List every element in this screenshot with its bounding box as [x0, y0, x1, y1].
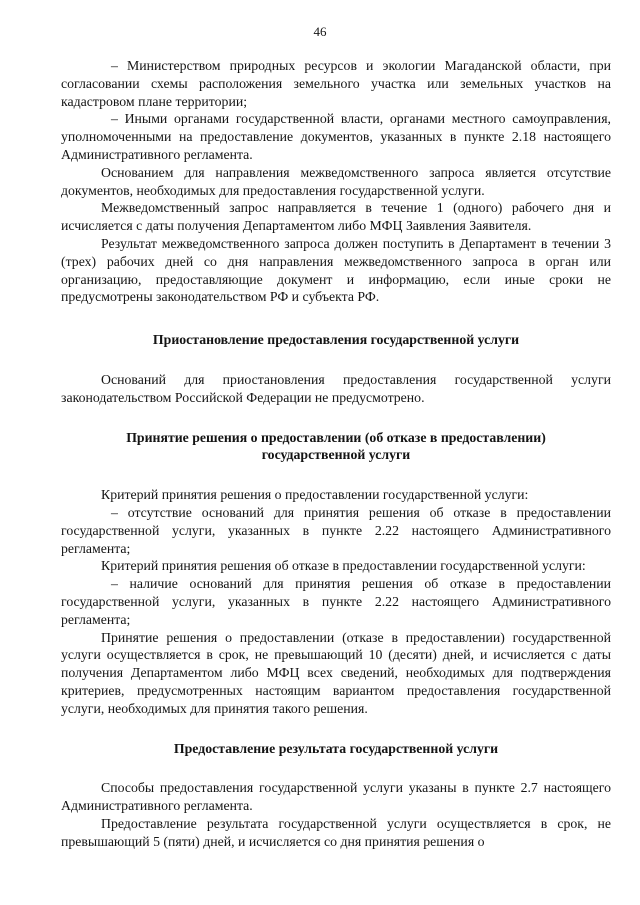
list-item-ministry: – Министерством природных ресурсов и экологии Магаданской области, при согласовании схемы расположения земельного участка или земельных участков на кадастровом плане территории;: [61, 58, 611, 109]
paragraph-suspension: Оснований для приостановления предоставления государственной услуги законодательством Российской Федерации не предусмотрено.: [61, 371, 611, 405]
heading-decision-line2: государственной услуги: [261, 447, 411, 463]
heading-decision: [61, 429, 611, 465]
heading-result: Предоставление результата государственной услуги: [173, 740, 499, 756]
list-item-grounds: – наличие оснований для принятия решения об отказе в предоставлении государственной услуги, указанных в пункте 2.22 настоящего Административного регламента;: [61, 576, 611, 627]
list-item-no-grounds: – отсутствие оснований для принятия решения об отказе в предоставлении государственной услуги, указанных в пункте 2.22 настоящего Административного регламента;: [61, 504, 611, 556]
paragraph-request-basis: Основанием для направления межведомственного запроса является отсутствие документов, необходимых для предоставления государственной услуги.: [61, 164, 611, 198]
paragraph-approval-criterion: Критерий принятия решения о предоставлении государственной услуги:: [101, 487, 529, 503]
paragraph-result-timing: Предоставление результата государственной услуги осуществляется в срок, не превышающий 5 (пяти) дней, и исчисляется со дня принятия решения о: [61, 815, 611, 849]
page-number: 46: [313, 24, 327, 39]
heading-decision-line1: Принятие решения о предоставлении (об отказе в предоставлении): [126, 429, 546, 445]
paragraph-request-timing: Межведомственный запрос направляется в течение 1 (одного) рабочего дня и исчисляется с даты получения Департаментом либо МФЦ Заявления Заявителя.: [61, 200, 611, 234]
paragraph-refusal-criterion: Критерий принятия решения об отказе в предоставлении государственной услуги:: [101, 558, 586, 574]
paragraph-request-result: Результат межведомственного запроса должен поступить в Департамент в течении 3 (трех) рабочих дней со дня направления межведомственного запроса в орган или организацию, предоставляющие документ и информацию, если иные сроки не предусмотрены законодательством РФ и субъекта РФ.: [61, 235, 611, 305]
heading-suspension: Приостановление предоставления государственной услуги: [152, 332, 520, 348]
paragraph-decision-timing: Принятие решения о предоставлении (отказе в предоставлении) государственной услуги осуществляется в срок, не превышающий 10 (десяти) дней, и исчисляется с даты получения Департаментом либо МФЦ всех сведений, необходимых для подтверждения критериев, предусмотренных настоящим вариантом предоставления государственной услуги, необходимых для принятия такого решения.: [61, 629, 611, 716]
document-body: [61, 57, 611, 850]
paragraph-result-methods: Способы предоставления государственной услуги указаны в пункте 2.7 настоящего Административного регламента.: [61, 780, 611, 814]
list-item-other-bodies: – Иными органами государственной власти, органами местного самоуправления, уполномоченными на предоставление документов, указанных в пункте 2.18 настоящего Административного регламента.: [61, 111, 611, 162]
